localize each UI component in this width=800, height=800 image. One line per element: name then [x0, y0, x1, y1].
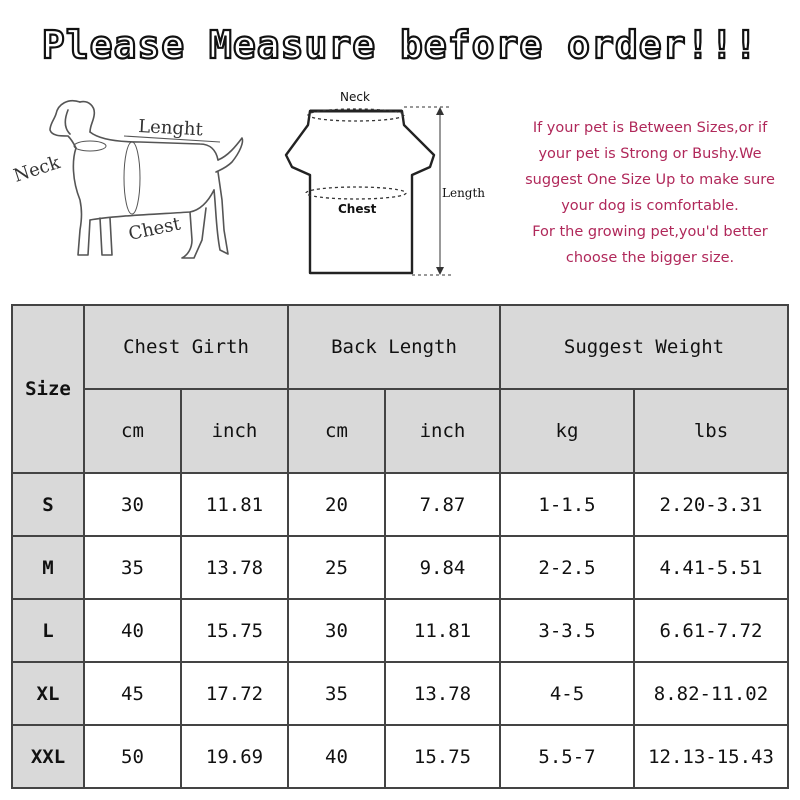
shirt-length-label: Length — [442, 186, 486, 200]
table-unit-header-row — [12, 389, 788, 473]
table-row — [12, 662, 788, 725]
table-cell: 13.78 — [181, 536, 288, 599]
shirt-outline — [286, 111, 434, 273]
table-cell: 40 — [288, 725, 385, 788]
advice-line: choose the bigger size. — [565, 250, 735, 266]
dog-chest-label: Chest — [126, 213, 183, 245]
size-cell: XL — [12, 662, 84, 725]
shirt-measure-diagram — [270, 85, 500, 285]
table-cell: 9.84 — [385, 536, 500, 599]
table-cell: 15.75 — [385, 725, 500, 788]
size-cell: S — [12, 473, 84, 536]
table-cell: 7.87 — [385, 473, 500, 536]
arrow-up-icon — [436, 107, 444, 115]
shirt-chest-label: Chest — [338, 202, 377, 216]
table-row — [12, 473, 788, 536]
unit-header: inch — [181, 389, 288, 473]
table-cell: 5.5-7 — [500, 725, 634, 788]
neck-measure-ring — [74, 141, 106, 151]
table-cell: 4-5 — [500, 662, 634, 725]
table-cell: 11.81 — [385, 599, 500, 662]
unit-header: lbs — [634, 389, 788, 473]
advice-line: If your pet is Between Sizes,or if — [532, 120, 768, 136]
advice-line: your pet is Strong or Bushy.We — [538, 146, 762, 162]
table-cell: 3-3.5 — [500, 599, 634, 662]
shirt-neck-label: Neck — [340, 90, 370, 104]
table-cell: 4.41-5.51 — [634, 536, 788, 599]
table-cell: 40 — [84, 599, 181, 662]
back-length-header: Back Length — [288, 305, 500, 389]
advice-line: suggest One Size Up to make sure — [525, 172, 775, 188]
table-cell: 11.81 — [181, 473, 288, 536]
chest-measure-ring — [124, 142, 140, 214]
table-cell: 8.82-11.02 — [634, 662, 788, 725]
size-column-header: Size — [12, 305, 84, 473]
size-chart-table — [11, 304, 789, 789]
table-cell: 15.75 — [181, 599, 288, 662]
unit-header: inch — [385, 389, 500, 473]
dog-measure-diagram — [10, 90, 260, 290]
table-cell: 2.20-3.31 — [634, 473, 788, 536]
chest-girth-header: Chest Girth — [84, 305, 288, 389]
unit-header: cm — [84, 389, 181, 473]
page-title-art — [0, 14, 800, 74]
table-row — [12, 599, 788, 662]
size-cell: L — [12, 599, 84, 662]
table-row — [12, 725, 788, 788]
unit-header: kg — [500, 389, 634, 473]
sizing-advice — [500, 115, 800, 271]
shirt-chest-ring — [306, 187, 406, 199]
dog-length-label: Lenght — [137, 116, 204, 141]
table-cell: 50 — [84, 725, 181, 788]
size-cell: M — [12, 536, 84, 599]
table-cell: 12.13-15.43 — [634, 725, 788, 788]
page-title — [0, 14, 800, 74]
arrow-down-icon — [436, 267, 444, 275]
table-cell: 20 — [288, 473, 385, 536]
table-row — [12, 536, 788, 599]
table-cell: 19.69 — [181, 725, 288, 788]
table-cell: 30 — [84, 473, 181, 536]
table-cell: 6.61-7.72 — [634, 599, 788, 662]
table-cell: 13.78 — [385, 662, 500, 725]
table-cell: 1-1.5 — [500, 473, 634, 536]
unit-header: cm — [288, 389, 385, 473]
table-cell: 35 — [288, 662, 385, 725]
advice-line: your dog is comfortable. — [561, 198, 739, 214]
suggest-weight-header: Suggest Weight — [500, 305, 788, 389]
table-cell: 30 — [288, 599, 385, 662]
table-cell: 2-2.5 — [500, 536, 634, 599]
page-title-text: Please Measure before order!!! — [41, 23, 759, 67]
size-cell: XXL — [12, 725, 84, 788]
table-cell: 35 — [84, 536, 181, 599]
table-cell: 45 — [84, 662, 181, 725]
table-cell: 17.72 — [181, 662, 288, 725]
advice-line: For the growing pet,you'd better — [532, 224, 768, 240]
dog-neck-label: Neck — [11, 152, 63, 187]
table-group-header-row — [12, 305, 788, 389]
table-cell: 25 — [288, 536, 385, 599]
